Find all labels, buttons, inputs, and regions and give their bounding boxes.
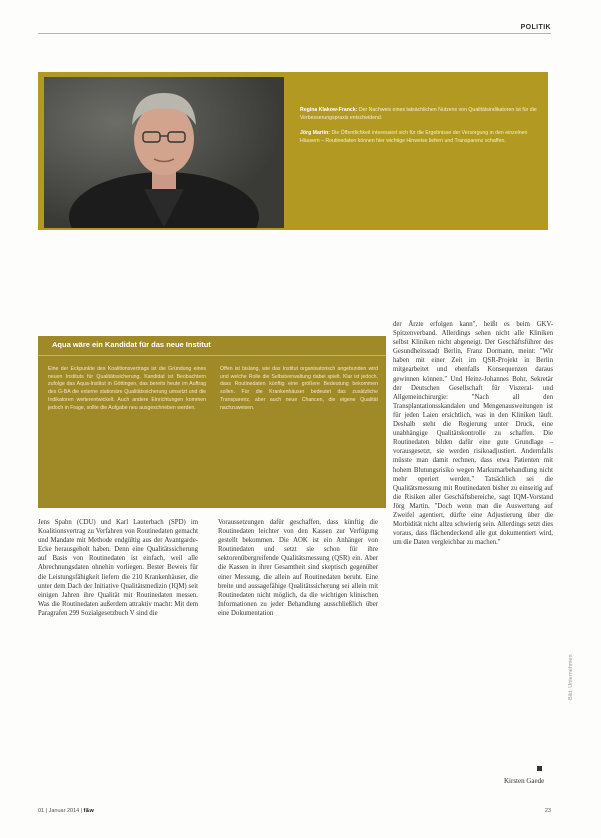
section-tag: POLITIK xyxy=(520,24,551,31)
footer-issue xyxy=(38,808,94,814)
article-column-1: Jens Spahn (CDU) und Karl Lauterbach (SPD) im Koalitionsvertrag zu Verfahren von Routinedaten gemacht und Mandate mit Methode endgültig aus der Avantgarde-Ecke herausgeholt haben. Denn eine Qualitätssicherung auf Basis von Routinedaten ist einfach, weil alle Abrechnungsdaten ohnehin vorliegen. Bester Beweis für die Leistungsfähigkeit liefern die 210 Krankenhäuser, die unter dem Dach der Initiative Qualitätsmedizin (IQM) seit einigen Jahren ihre Qualität mit Routinedaten messen. Was die Routinedaten außerdem attraktiv macht: Mit dem Paragrafen 299 Sozialgesetzbuch V sind die xyxy=(38,519,198,617)
photo-credit: Bild: Unternehmen xyxy=(568,654,574,700)
info-box-title: Aqua wäre ein Kandidat für das neue Institut xyxy=(52,340,211,349)
author-name: Kirsten Gaede xyxy=(504,777,545,785)
article-column-3: der Ärzte erfolgen kann", heißt es beim GKV-Spitzenverband. Allerdings sehen nicht alle Kliniken selbst Kliniken nicht abgeneigt. Der Geschäftsführer des Gesundheitsstadt Berlin, Franz Dormann, meint: "Wir haben mit einer Zeit im QSR-Projekt in Berlin mitgearbeitet und ebenfalls Konsequenzen daraus gewinnen können." Und Heinz-Johannes Bohr, Sekretär der Deutschen Gesellschaft für Viszeral- und Allgemeinchirurgie: "Nach all den Transplantationsskandalen und Mengenausweitungen ist für jeden Laien ersichtlich, was in den Kliniken läuft. Deshalb steht die Regierung unter Druck, eine unabhängige Qualitätskontrolle zu schaffen. Die Routinedaten bilden dafür eine gute Grundlage – vorausgesetzt, sie werden risikoadjustiert. Andernfalls müsste man damit rechnen, dass etwa Patienten mit hohem Blutungsrisiko wegen Markumarbehandlung nicht mehr operiert werden." Tatsächlich sei die Qualitätsmessung mit Routinedaten bisher zu einseitig auf die Risiken aller Geschäftsbereiche, sagt IQM-Vorstand Jörg Martin. "Doch wenn man die Auswertung auf Zweifel agentiert, dürfte eine Adjustierung über die Morbidität nicht allzu schwierig sein. Allerdings setzt dies voraus, dass flächendeckend alle gut dokumentiert wird, um die Daten vergleichbar zu machen." xyxy=(393,321,553,547)
footer-logo: f&w xyxy=(83,808,94,814)
header-rule xyxy=(38,33,551,34)
info-box xyxy=(38,336,386,508)
page-number: 23 xyxy=(544,808,551,814)
portrait-photo xyxy=(44,77,284,228)
end-mark xyxy=(537,766,542,771)
info-box-col-1: Eine der Eckpunkte des Koalitionsvertrags ist die Gründung eines neuen Instituts für Qualitätssicherung. Kandidat ist Beobachtern zufolge das Aqua-Institut in Göttingen, das bereits heute im Auftrag des G-BA die externe stationäre Qualitätssicherung umsetzt und die Indikatoren weiterentwickelt. Auch andere Einrichtungen kommen jedoch in Frage, sollte die Aufgabe neu ausgeschrieben werden. xyxy=(48,366,206,411)
info-box-rule xyxy=(38,355,386,356)
photo-caption xyxy=(300,106,540,152)
info-box-col-2: Offen ist bislang, wie das Institut organisatorisch angebunden wird und welche Rolle die Selbstverwaltung dabei spielt. Klar ist jedoch, dass Routinedaten künftig eine größere Bedeutung bekommen sollen. Für die Krankenhäuser bedeutet das zusätzliche Transparenz, aber auch neue Chancen, die eigene Qualität nachzuweisen. xyxy=(220,366,378,411)
caption-text-2: Die Öffentlichkeit interessiert sich für die Ergebnisse der Versorgung in den einzelnen Häusern – Routinedaten können hier wichtige Hinweise liefern und Transparenz schaffen. xyxy=(300,129,528,145)
footer-date: 01 | Januar 2014 | xyxy=(38,808,83,814)
article-column-2: Voraussetzungen dafür geschaffen, dass künftig die Routinedaten leichter von den Kassen zur Verfügung gestellt bekommen. Die AOK ist ein Anhänger von Routinedaten und setzt sie schon für ihre sektorenübergreifende Qualitätsmessung (QSR) ein. Aber die Kassen in ihrer Gesamtheit sind skeptisch gegenüber einer Messung, die allein auf Routinedaten beruht. Eine breite und aussagefähige Qualitätssicherung sei allein mit Routinedaten nicht möglich, da die wichtigen klinischen Informationen zu jeder Behandlung ausschließlich über eine Dokumentation xyxy=(218,519,378,617)
caption-text-1: Der Nachweis eines tatsächlichen Nutzens von Qualitätsindikatoren ist für die Verbesserungspraxis entscheidend. xyxy=(300,107,537,122)
caption-name-2: Jörg Martin: xyxy=(300,129,330,136)
caption-name-1: Regina Klakow-Franck: xyxy=(300,107,358,113)
